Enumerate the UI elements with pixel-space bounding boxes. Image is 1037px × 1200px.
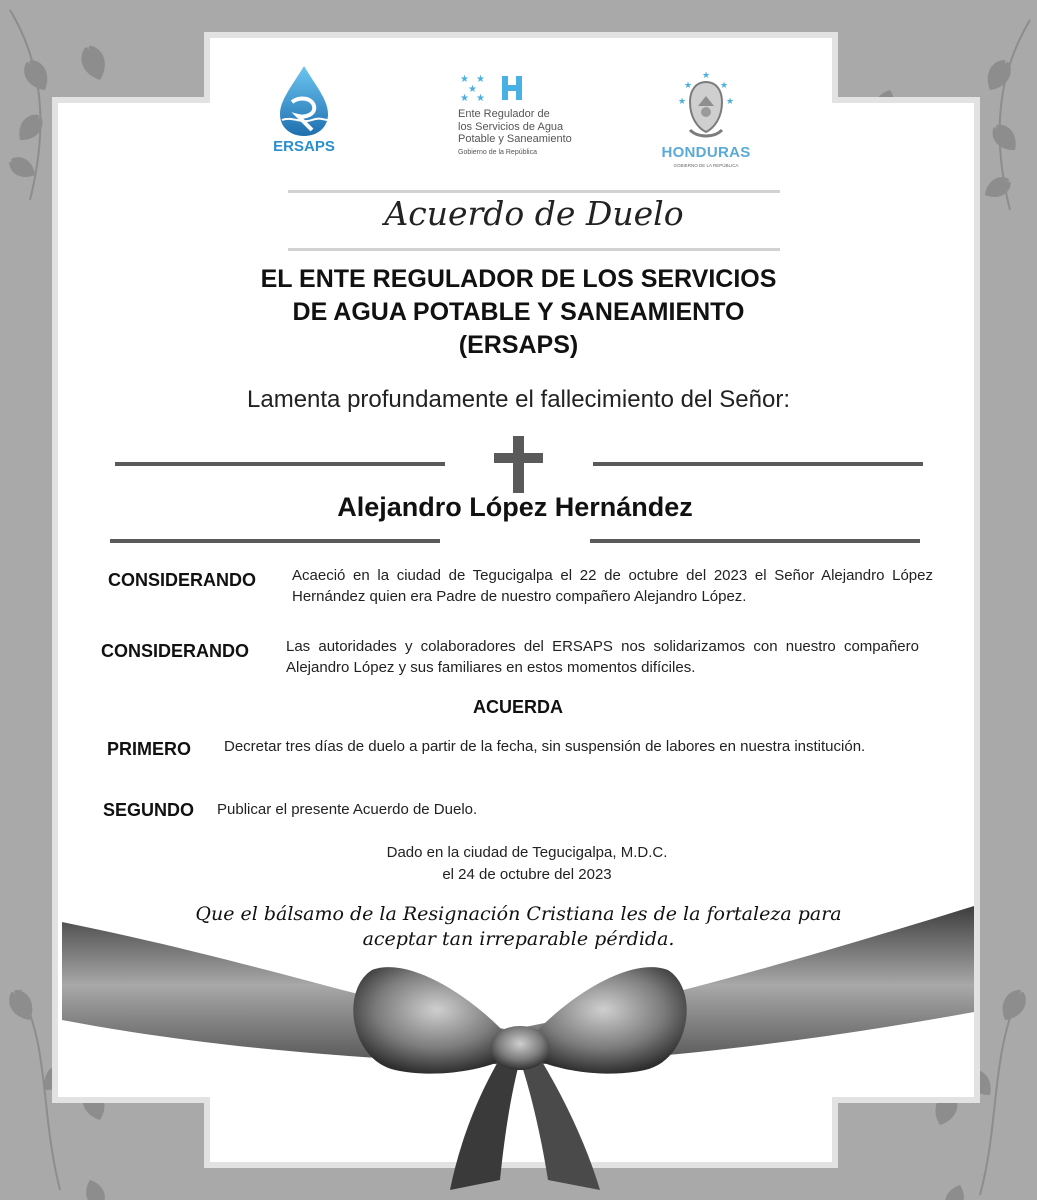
ente-regulador-text: Ente Regulador de los Servicios de Agua Potable y Saneamiento	[458, 108, 572, 145]
title-bottom-rule	[288, 248, 780, 251]
ersaps-logo	[262, 62, 346, 162]
name-underline-left	[110, 539, 440, 543]
svg-text:★: ★	[684, 81, 693, 91]
title-top-rule	[288, 190, 780, 193]
considerando-2-label: CONSIDERANDO	[101, 641, 250, 661]
svg-text:★: ★	[720, 81, 729, 91]
page-title: Acuerdo de Duelo	[384, 194, 684, 233]
ente-regulador-logo	[450, 70, 600, 165]
svg-text:★: ★	[726, 97, 735, 107]
water-drop-icon	[262, 62, 346, 138]
condolence-quote: Que el bálsamo de la Resignación Cristiana les de la fortaleza para aceptar tan irreparable pérdida.	[195, 903, 842, 950]
divider-left	[115, 462, 445, 466]
ente-gov-text: Gobierno de la República	[458, 149, 537, 156]
date-place: Dado en la ciudad de Tegucigalpa, M.D.C. el 24 de octubre del 2023	[386, 844, 668, 883]
considerando-2-text: Las autoridades y colaboradores del ERSAPS nos solidarizamos con nuestro compañero Alejandro López y sus familiares en estos momentos difíciles.	[286, 638, 919, 676]
honduras-gov-text: GOBIERNO DE LA REPÚBLICA	[673, 163, 739, 168]
name-underline-right	[590, 539, 920, 543]
svg-text:★: ★	[476, 74, 485, 85]
svg-text:★: ★	[476, 93, 485, 104]
segundo-label: SEGUNDO	[103, 800, 195, 820]
primero-text: Decretar tres días de duelo a partir de la fecha, sin suspensión de labores en nuestra institución.	[224, 738, 866, 755]
honduras-logo-text: HONDURAS	[661, 144, 751, 161]
svg-text:★: ★	[678, 97, 687, 107]
segundo-text: Publicar el presente Acuerdo de Duelo.	[217, 801, 478, 818]
acuerda-heading: ACUERDA	[473, 697, 563, 717]
svg-text:★: ★	[460, 74, 469, 85]
ersaps-logo-text: ERSAPS	[273, 138, 335, 155]
svg-text:★: ★	[702, 71, 711, 81]
stars-h-icon	[450, 70, 530, 104]
coat-of-arms-icon	[650, 68, 762, 144]
svg-text:★: ★	[460, 93, 469, 104]
honduras-logo	[650, 68, 762, 178]
organization-heading: EL ENTE REGULADOR DE LOS SERVICIOS DE AGUA POTABLE Y SANEAMIENTO (ERSAPS)	[260, 265, 777, 359]
primero-label: PRIMERO	[107, 739, 192, 759]
svg-text:★: ★	[468, 84, 477, 95]
divider-right	[593, 462, 923, 466]
deceased-name: Alejandro López Hernández	[337, 492, 693, 522]
considerando-1-label: CONSIDERANDO	[108, 570, 257, 590]
lament-text: Lamenta profundamente el fallecimiento del Señor:	[247, 386, 790, 413]
considerando-1-text: Acaeció en la ciudad de Tegucigalpa el 22 de octubre del 2023 el Señor Alejandro López Hernández quien era Padre de nuestro compañero Alejandro López.	[292, 567, 933, 605]
